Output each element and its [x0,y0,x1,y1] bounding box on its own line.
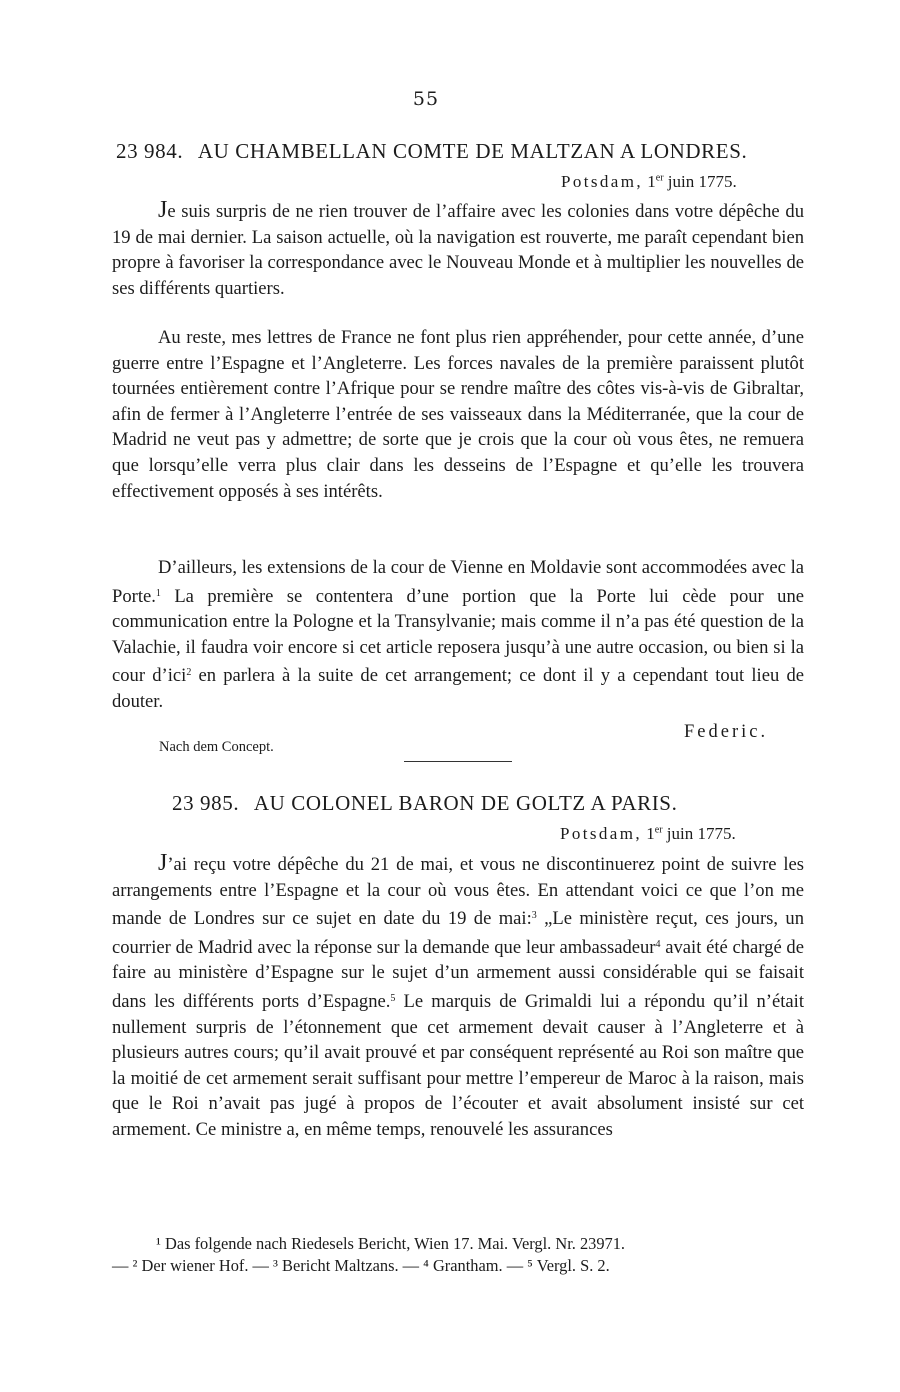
dateline-month-year: juin 1775. [667,172,737,191]
page-number: 55 [412,88,440,110]
drop-cap: J [158,850,168,876]
dateline-place: Potsdam, [560,824,643,843]
letter-paragraph [112,325,804,504]
footnote-marker: 5 [390,992,396,1004]
footnote-marker: 4 [655,938,661,950]
letter-paragraph [112,198,804,301]
dateline-day: 1 [647,172,656,191]
paragraph-text: D’ailleurs, les extensions de la cour de Vienne en Moldavie sont accommodées avec la Porte. [112,557,804,607]
paragraph-text: Au reste, mes lettres de France ne font plus rien appréhender, pour cette année, d’une guerre entre l’Espagne et l’Angleterre. Les forces navales de la première paraissent plutôt tournées entièrement contre l’Afrique pour se rendre maître des côtes vis-à-vis de Gibraltar, afin de fermer à l’Angleterre l’entrée de ses vaisseaux dans la Méditerranée, que la cour de Madrid ne veut pas y admettre; de sorte que je crois que la cour où vous êtes, ne remuera que lorsqu’elle verra plus clair dans les desseins de l’Espagne et qu’elle les trouvera effectivement opposés à ses intérêts. [112,327,804,502]
dateline-place: Potsdam, [561,172,644,191]
paragraph-text: avait été chargé de faire au ministère d’Espagne sur le sujet d’un armement aussi considérable qui se faisait dans les différents ports d’Espagne. [112,936,804,1012]
section-divider [404,761,512,762]
drop-cap: J [158,197,168,223]
dateline-day-suffix: er [655,172,664,184]
letter-heading [172,791,677,816]
footnote-marker: 1 [155,587,161,599]
footnote-marker: 3 [531,910,537,922]
letter-paragraph [112,851,804,1143]
letter-heading [116,139,747,164]
letter-dateline [561,172,737,192]
letter-number: 23 985. [172,791,240,815]
letter-paragraph [112,555,804,715]
paragraph-text: ’ai reçu votre dépêche du 21 de mai, et vous ne discontinuerez point de suivre les arrangements entre l’Espagne et la cour où vous êtes. En attendant voici ce que l’on me mande de Londres sur ce sujet en date du 19 de mai: [112,854,804,930]
paragraph-text: Le marquis de Grimaldi lui a répondu qu’il n’était nullement surpris de l’étonnement que cet armement devait causer à l’Angleterre et à plusieurs autres cours; qu’il avait prouvé et par conséquent représenté au Roi son maître que la moitié de cet armement serait suffisant pour mettre l’empereur de Maroc à la raison, mais que le Roi n’avait pas jugé à propos de l’écouter et avait absolument insisté sur cet armement. Ce ministre a, en même temps, renouvelé les assurances [112,990,804,1140]
footnote-line: ¹ Das folgende nach Riedesels Bericht, Wien 17. Mai. Vergl. Nr. 23971. [156,1234,626,1253]
signature: Federic. [684,722,769,742]
dateline-day-suffix: er [654,824,663,836]
paragraph-text: e suis surpris de ne rien trouver de l’affaire avec les colonies dans votre dépêche du 19 de mai dernier. La saison actuelle, où la navigation est rouverte, me paraît cependant bien propre à favoriser la correspondance avec le Nouveau Monde et à multiplier les nouvelles de ses différents quartiers. [112,201,804,299]
letter-title: AU CHAMBELLAN COMTE DE MALTZAN A LONDRES. [197,139,748,163]
letter-number: 23 984. [116,139,184,163]
letter-dateline [560,824,736,844]
paragraph-text: en parlera à la suite de cet arrangement; ce dont il y a cependant tout lieu de douter. [112,665,804,712]
footnote-line: — ² Der wiener Hof. — ³ Bericht Maltzans. — ⁴ Grantham. — ⁵ Vergl. S. 2. [112,1256,610,1275]
paragraph-text: La première se contentera d’une portion que la Porte lui cède pour une communication entre la Pologne et la Transylvanie; mais comme il n’a pas été question de la Valachie, il faudra voir encore si cet article reposera jusqu’à une autre occasion, ou bien si la cour d’ici [112,585,804,687]
dateline-day: 1 [646,824,655,843]
paragraph-text: „Le ministère reçut, ces jours, un courrier de Madrid avec la réponse sur la demande que leur ambassadeur [112,908,804,958]
footnote-marker: 2 [186,667,192,679]
dateline-month-year: juin 1775. [666,824,736,843]
letter-title: AU COLONEL BARON DE GOLTZ A PARIS. [253,791,678,815]
source-note: Nach dem Concept. [159,739,274,755]
